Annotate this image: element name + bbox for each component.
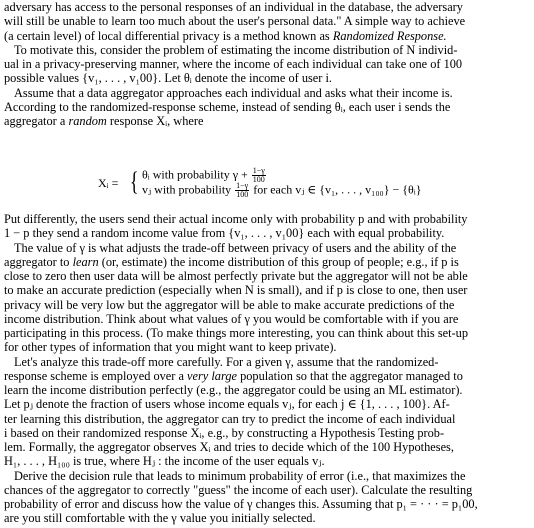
fraction <box>235 182 249 199</box>
text-span: response Xᵢ, where <box>106 114 204 128</box>
fraction-denominator: 100 <box>252 175 265 184</box>
text-line: lem. Formally, the aggregator observes Xᵢ and tries to decide which of the 100 Hypotheses, <box>4 440 454 454</box>
text-line: probability of error and discuss how the value of γ changes this. Assuming that p₁ = · · · = p₁00, <box>4 497 478 511</box>
text-line: According to the randomized-response scheme, instead of sending θᵢ, each user i sends the <box>4 99 451 114</box>
text-line: Let pⱼ denote the fraction of users whose income equals vⱼ, for each j ∈ {1, . . . , 100}. Af- <box>4 397 450 412</box>
equation-lhs: Xᵢ = <box>98 176 119 190</box>
text-line: close to zero then user data will be almost perfectly private but the aggregator will not be able <box>4 269 468 283</box>
text-line: H₁, . . . , H₁₀₀ is true, where Hⱼ : the income of the user equals vⱼ. <box>4 454 325 469</box>
emph-random: random <box>68 114 107 128</box>
fraction-denominator: 100 <box>236 190 249 199</box>
equation-randomized-response <box>0 164 534 202</box>
text-span: aggregator a <box>4 114 69 128</box>
text-span: population so that the aggregator managed to <box>236 368 463 383</box>
text-span: (or, estimate) the income distribution of this group of people; e.g., if p is <box>98 254 459 269</box>
text-line: To motivate this, consider the problem of estimating the income distribution of N individ- <box>14 42 458 57</box>
text-line: adversary has access to the personal responses of an individual in the database, the adversary <box>4 0 463 14</box>
text-line: ter learning this distribution, the aggregator can try to predict the income of each individual <box>4 411 456 426</box>
text-line: Assume that a data aggregator approaches each individual and asks what their income is. <box>14 85 453 100</box>
text-line: possible values {v₁, . . . , v₁00}. Let θᵢ denote the income of user i. <box>4 71 333 86</box>
text-line: participating in this process. (To make things more interesting, you can think about this set-up <box>4 326 468 340</box>
text-line: Put differently, the users send their actual income only with probability p and with probability <box>4 212 468 226</box>
emph-learn: learn <box>72 254 99 269</box>
text-line: 1 − p they send a random income value from {v₁, . . . , v₁00} each with equal probability. <box>4 226 445 241</box>
text-span: (a certain level) of local differential privacy is a method known as <box>4 28 333 43</box>
text-line: The value of γ is what adjusts the trade-off between privacy of users and the ability of the <box>14 240 457 255</box>
paragraph-body <box>4 212 531 526</box>
text-line <box>4 114 531 128</box>
text-line: Let's analyze this trade-off more carefully. For a given γ, assume that the randomized- <box>14 354 439 369</box>
text-span: aggregator to <box>4 254 73 269</box>
text-line <box>4 369 531 383</box>
text-line: for other types of information that you might want to keep private). <box>4 340 337 355</box>
fraction-numerator: 1−γ <box>252 166 265 175</box>
text-line: are you still comfortable with the γ value you initially selected. <box>4 511 316 526</box>
emph-very-large: very large <box>187 368 237 383</box>
left-brace: { <box>129 167 139 196</box>
eq-text: θᵢ with probability γ + <box>142 167 248 182</box>
text-line: income distribution. Think about what values of γ you would be comfortable with if you are <box>4 311 459 326</box>
text-line: to make an accurate prediction (especially when N is small), and if p is close to one, then user <box>4 283 468 298</box>
paragraph-intro <box>4 0 531 128</box>
equation-row-2 <box>142 182 422 199</box>
text-line <box>4 29 531 43</box>
text-line: i based on their randomized response Xᵢ, e.g., by constructing a Hypothesis Testing prob- <box>4 425 445 440</box>
text-span: response scheme is employed over a <box>4 368 188 383</box>
eq-text: vⱼ with probability <box>142 182 232 197</box>
term-randomized-response: Randomized Response. <box>332 28 447 43</box>
text-line: ual in a privacy-preserving manner, where the income of each individual can take one of 100 <box>4 57 463 71</box>
eq-text: for each vⱼ ∈ {v₁, . . . , v₁₀₀} − {θᵢ} <box>253 182 422 197</box>
text-line: Derive the decision rule that leads to minimum probability of error (i.e., that maximizes the <box>14 468 466 483</box>
text-line <box>4 255 531 269</box>
text-line: learn the income distribution perfectly (e.g., the aggregator could be using an ML estimator). <box>4 383 463 397</box>
fraction-numerator: 1−γ <box>236 181 249 190</box>
text-line: chances of the aggregator to correctly "guess" the income of each user). Calculate the resulting <box>4 482 473 497</box>
text-line: privacy will be very low but the aggregator will be able to make accurate predictions of the <box>4 297 455 312</box>
text-line: will still be unable to learn too much about the user's personal data." A simple way to achieve <box>4 14 466 29</box>
